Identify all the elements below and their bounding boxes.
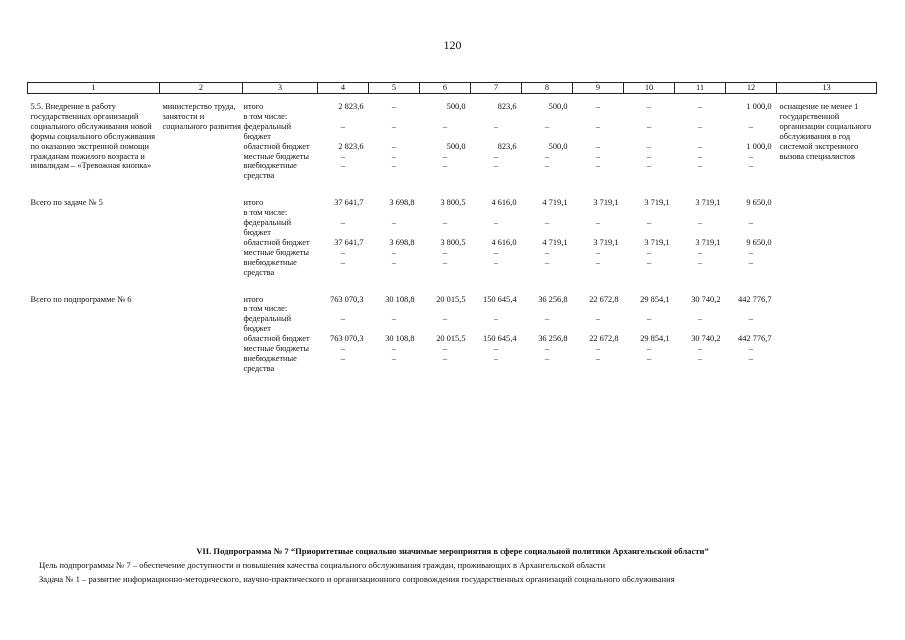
amount-cell: – xyxy=(697,353,703,363)
budget-table xyxy=(27,82,877,374)
amount-cell: – xyxy=(595,121,601,131)
spacer-row xyxy=(28,94,877,103)
amount-cell: 823,6 xyxy=(497,141,517,151)
amount-cell: – xyxy=(340,151,346,161)
column-number: 5 xyxy=(369,83,420,94)
amount-cell: – xyxy=(595,102,601,111)
amount-cell: 3 719,1 xyxy=(644,198,670,208)
responsible-executor xyxy=(160,295,243,374)
amount-cell: – xyxy=(442,218,448,228)
amount-cell: 763 070,3 xyxy=(330,334,364,344)
amount-cell xyxy=(522,208,573,218)
amount-cell: – xyxy=(340,344,346,354)
amount-cell: 9 650,0 xyxy=(746,198,772,208)
amount-cell: – xyxy=(493,121,499,131)
amount-cell xyxy=(726,208,777,218)
amount-cell: 29 854,1 xyxy=(640,334,670,344)
column-number: 13 xyxy=(777,83,877,94)
amount-cell: 500,0 xyxy=(446,102,466,111)
amount-cell: – xyxy=(340,247,346,257)
funding-source-label: внебюджетные средства xyxy=(243,161,297,181)
column-number-row xyxy=(28,83,877,94)
amount-cell xyxy=(675,112,726,122)
amount-cell: 30 740,2 xyxy=(691,294,721,304)
amount-cell: – xyxy=(442,344,448,354)
amount-cell: – xyxy=(748,151,754,161)
amount-cell: 150 645,4 xyxy=(483,334,517,344)
amount-cell: 30 740,2 xyxy=(691,334,721,344)
column-number: 11 xyxy=(675,83,726,94)
amount-cell: – xyxy=(391,102,397,111)
amount-cell: 3 698,8 xyxy=(389,198,415,208)
amount-cell: – xyxy=(544,257,550,267)
amount-cell: – xyxy=(493,257,499,267)
responsible-executor xyxy=(160,198,243,277)
funding-source-label: местные бюджеты xyxy=(243,344,310,354)
amount-cell: – xyxy=(544,121,550,131)
amount-cell xyxy=(420,304,471,314)
amount-cell: – xyxy=(697,218,703,228)
amount-cell: – xyxy=(646,314,652,324)
amount-cell: – xyxy=(493,247,499,257)
column-number: 7 xyxy=(471,83,522,94)
funding-source-label: в том числе: xyxy=(243,111,288,121)
amount-cell xyxy=(573,112,624,122)
amount-cell: 9 650,0 xyxy=(746,237,772,247)
amount-cell: 3 719,1 xyxy=(695,198,721,208)
spacer-cell xyxy=(28,278,877,295)
funding-source-label: областной бюджет xyxy=(243,141,310,151)
amount-cell: – xyxy=(544,247,550,257)
amount-cell: – xyxy=(646,218,652,228)
amount-cell: 36 256,8 xyxy=(538,294,568,304)
funding-source-label: местные бюджеты xyxy=(243,247,310,257)
amount-cell: 500,0 xyxy=(548,141,568,151)
amount-cell: – xyxy=(442,151,448,161)
amount-cell: – xyxy=(595,314,601,324)
amount-cell: – xyxy=(442,314,448,324)
amount-cell: 30 108,8 xyxy=(385,334,415,344)
amount-cell: – xyxy=(748,247,754,257)
table-row xyxy=(28,198,877,208)
column-number: 4 xyxy=(318,83,369,94)
amount-cell: – xyxy=(595,161,601,171)
amount-cell: – xyxy=(544,344,550,354)
column-number: 2 xyxy=(160,83,243,94)
amount-cell xyxy=(471,208,522,218)
amount-cell: 3 719,1 xyxy=(695,237,721,247)
amount-cell: – xyxy=(391,344,397,354)
amount-cell: – xyxy=(748,257,754,267)
amount-cell: 20 015,5 xyxy=(436,294,466,304)
amount-cell xyxy=(369,112,420,122)
amount-cell: 3 719,1 xyxy=(593,237,619,247)
amount-cell xyxy=(471,112,522,122)
amount-cell: – xyxy=(340,218,346,228)
amount-cell: – xyxy=(748,121,754,131)
amount-cell: – xyxy=(544,218,550,228)
amount-cell xyxy=(318,208,369,218)
funding-source-label: областной бюджет xyxy=(243,334,310,344)
amount-cell: – xyxy=(595,151,601,161)
amount-cell: 36 256,8 xyxy=(538,334,568,344)
amount-cell: – xyxy=(544,151,550,161)
amount-cell: – xyxy=(646,151,652,161)
funding-source-label: итого xyxy=(243,294,264,304)
column-number: 1 xyxy=(28,83,160,94)
amount-cell: 22 672,8 xyxy=(589,334,619,344)
amount-cell xyxy=(318,304,369,314)
amount-cell: – xyxy=(697,141,703,151)
funding-source-label: внебюджетные средства xyxy=(243,257,297,277)
amount-cell: – xyxy=(646,344,652,354)
amount-cell: – xyxy=(340,121,346,131)
amount-cell: – xyxy=(697,247,703,257)
amount-cell: 763 070,3 xyxy=(330,294,364,304)
amount-cell: – xyxy=(595,141,601,151)
spacer-cell xyxy=(28,94,877,103)
spacer-row xyxy=(28,278,877,295)
amount-cell: 4 719,1 xyxy=(542,198,568,208)
amount-cell: – xyxy=(697,314,703,324)
expected-result-note: оснащение не менее 1 государственной организации социального обслуживания в год системой экстренного вызова специалистов xyxy=(779,102,872,161)
amount-cell: – xyxy=(391,151,397,161)
amount-cell: – xyxy=(646,353,652,363)
amount-cell: – xyxy=(442,247,448,257)
amount-cell xyxy=(420,112,471,122)
column-number: 3 xyxy=(243,83,318,94)
amount-cell: 20 015,5 xyxy=(436,334,466,344)
amount-cell: – xyxy=(646,247,652,257)
amount-cell: 3 698,8 xyxy=(389,237,415,247)
amount-cell: – xyxy=(544,314,550,324)
amount-cell: – xyxy=(748,353,754,363)
funding-source-label: итого xyxy=(243,198,264,208)
amount-cell: – xyxy=(646,102,652,111)
measure-description: Всего по подпрограмме № 6 xyxy=(30,294,132,304)
amount-cell: – xyxy=(391,121,397,131)
amount-cell: 1 000,0 xyxy=(746,102,772,111)
amount-cell: – xyxy=(493,151,499,161)
funding-source-label: федеральный бюджет xyxy=(243,218,292,237)
amount-cell: – xyxy=(340,353,346,363)
spacer-row xyxy=(28,181,877,198)
amount-cell: – xyxy=(748,344,754,354)
amount-cell xyxy=(675,304,726,314)
expected-result-note xyxy=(777,295,877,374)
amount-cell: – xyxy=(340,161,346,171)
column-number: 6 xyxy=(420,83,471,94)
amount-cell: – xyxy=(442,353,448,363)
funding-source-label: в том числе: xyxy=(243,304,288,314)
amount-cell: – xyxy=(391,218,397,228)
column-number: 12 xyxy=(726,83,777,94)
amount-cell: – xyxy=(391,161,397,171)
amount-cell: 4 616,0 xyxy=(491,237,517,247)
amount-cell: – xyxy=(697,151,703,161)
amount-cell xyxy=(573,304,624,314)
amount-cell: 2 823,6 xyxy=(338,102,364,111)
amount-cell xyxy=(369,304,420,314)
section-title: VII. Подпрограмма № 7 “Приоритетные социально значимые мероприятия в сфере социальной политики Архангельской области” xyxy=(196,546,709,556)
amount-cell: – xyxy=(646,121,652,131)
amount-cell: – xyxy=(646,257,652,267)
amount-cell: – xyxy=(391,247,397,257)
amount-cell: 442 776,7 xyxy=(738,334,772,344)
amount-cell: – xyxy=(544,353,550,363)
amount-cell: – xyxy=(697,257,703,267)
funding-source-label: в том числе: xyxy=(243,208,288,218)
amount-cell: – xyxy=(442,257,448,267)
column-number: 9 xyxy=(573,83,624,94)
amount-cell: – xyxy=(697,121,703,131)
amount-cell: – xyxy=(646,141,652,151)
amount-cell: – xyxy=(595,218,601,228)
column-number: 8 xyxy=(522,83,573,94)
amount-cell: 3 719,1 xyxy=(593,198,619,208)
amount-cell: – xyxy=(340,257,346,267)
amount-cell xyxy=(624,112,675,122)
amount-cell: – xyxy=(391,314,397,324)
amount-cell: – xyxy=(391,257,397,267)
amount-cell xyxy=(420,208,471,218)
amount-cell: 2 823,6 xyxy=(338,141,364,151)
amount-cell xyxy=(573,208,624,218)
amount-cell: 1 000,0 xyxy=(746,141,772,151)
amount-cell: – xyxy=(748,218,754,228)
measure-description: Всего по задаче № 5 xyxy=(30,198,103,208)
amount-cell: – xyxy=(646,161,652,171)
amount-cell: – xyxy=(595,344,601,354)
table-row xyxy=(28,295,877,305)
page-number: 120 xyxy=(443,38,462,52)
amount-cell: 4 719,1 xyxy=(542,237,568,247)
amount-cell xyxy=(369,208,420,218)
amount-cell: – xyxy=(493,353,499,363)
amount-cell: 22 672,8 xyxy=(589,294,619,304)
amount-cell: – xyxy=(697,102,703,111)
goal-text: Цель подпрограммы № 7 – обеспечение доступности и повышения качества социального обслуживания граждан, проживающих в Архангельской области xyxy=(39,560,606,570)
measure-description: 5.5. Внедрение в работу государственных организаций социального обслуживания новой формы социального обслуживания по оказанию экстренной помощи гражданам пожилого возраста и инвалидам – «Тревожная кнопка» xyxy=(30,102,156,171)
funding-source-label: итого xyxy=(243,102,264,111)
amount-cell: – xyxy=(697,161,703,171)
amount-cell xyxy=(471,304,522,314)
amount-cell: 4 616,0 xyxy=(491,198,517,208)
amount-cell: 30 108,8 xyxy=(385,294,415,304)
funding-source-label: областной бюджет xyxy=(243,237,310,247)
amount-cell: 37 641,7 xyxy=(334,198,364,208)
amount-cell: – xyxy=(493,344,499,354)
amount-cell xyxy=(522,304,573,314)
amount-cell: 442 776,7 xyxy=(738,294,772,304)
amount-cell: – xyxy=(595,353,601,363)
funding-source-label: федеральный бюджет xyxy=(243,121,292,141)
amount-cell: 29 854,1 xyxy=(640,294,670,304)
amount-cell: 37 641,7 xyxy=(334,237,364,247)
funding-source-label: местные бюджеты xyxy=(243,151,310,161)
amount-cell: – xyxy=(391,353,397,363)
amount-cell: – xyxy=(493,161,499,171)
funding-source-label: внебюджетные средства xyxy=(243,353,297,373)
amount-cell: 3 800,5 xyxy=(440,198,466,208)
amount-cell: – xyxy=(391,141,397,151)
amount-cell: – xyxy=(595,257,601,267)
amount-cell: 3 800,5 xyxy=(440,237,466,247)
amount-cell: 500,0 xyxy=(446,141,466,151)
amount-cell: 823,6 xyxy=(497,102,517,111)
amount-cell xyxy=(318,112,369,122)
responsible-executor: министерство труда, занятости и социального развития xyxy=(162,102,241,131)
amount-cell: – xyxy=(544,161,550,171)
amount-cell xyxy=(675,208,726,218)
amount-cell: – xyxy=(748,161,754,171)
amount-cell: – xyxy=(595,247,601,257)
amount-cell xyxy=(726,112,777,122)
spacer-cell xyxy=(28,181,877,198)
amount-cell: – xyxy=(697,344,703,354)
amount-cell: – xyxy=(748,314,754,324)
amount-cell: – xyxy=(340,314,346,324)
amount-cell xyxy=(726,304,777,314)
amount-cell: – xyxy=(493,218,499,228)
task-text: Задача № 1 – развитие информационно-методического, научно-практического и организационного сопровождения государственных организаций социального обслуживания xyxy=(39,574,675,584)
table-row xyxy=(28,102,877,112)
amount-cell: – xyxy=(442,161,448,171)
amount-cell: 150 645,4 xyxy=(483,294,517,304)
column-number: 10 xyxy=(624,83,675,94)
amount-cell: – xyxy=(442,121,448,131)
amount-cell xyxy=(522,112,573,122)
amount-cell: 3 719,1 xyxy=(644,237,670,247)
amount-cell xyxy=(624,304,675,314)
expected-result-note xyxy=(777,198,877,277)
amount-cell: 500,0 xyxy=(548,102,568,111)
funding-source-label: федеральный бюджет xyxy=(243,314,292,334)
amount-cell: – xyxy=(493,314,499,324)
amount-cell xyxy=(624,208,675,218)
